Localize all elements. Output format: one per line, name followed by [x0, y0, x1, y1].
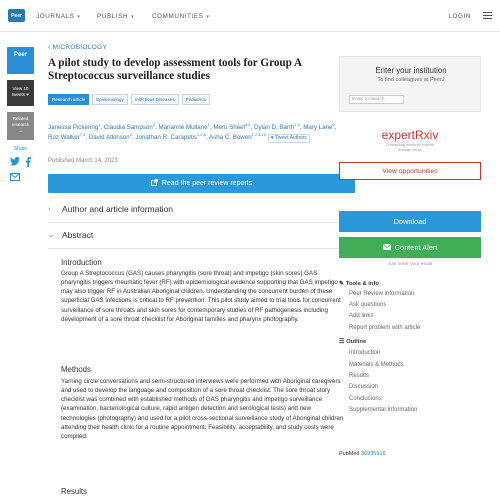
- pubmed-id-link[interactable]: 36935916: [361, 451, 386, 457]
- peer-review-info-link[interactable]: Peer Review information: [349, 291, 415, 297]
- institution-title: Enter your institution: [375, 66, 447, 75]
- outline-conclusions[interactable]: Conclusions: [349, 396, 382, 402]
- author-link[interactable]: Dylan D. Barth$^{1,5}$: [253, 121, 300, 131]
- author-link[interactable]: Claudia Sampson$^2$: [103, 121, 155, 131]
- author-link[interactable]: David Atkinson$^2$: [88, 131, 132, 141]
- divider: [48, 248, 355, 249]
- author-link[interactable]: Janessa Pickering$^1$: [48, 121, 101, 131]
- chevron-down-icon: ▾: [77, 13, 81, 20]
- external-link-icon: [151, 179, 158, 188]
- hamburger-menu-icon[interactable]: [483, 12, 492, 19]
- author-link[interactable]: Asha C. Bowen$^{1,2,8,10}$: [208, 131, 267, 141]
- author-info-toggle[interactable]: [48, 197, 355, 221]
- share-label: Share: [13, 146, 28, 152]
- abstract-toggle[interactable]: [48, 223, 355, 247]
- twitter-share-icon[interactable]: [10, 157, 20, 168]
- author-link[interactable]: Marianne Mullane$^1$: [158, 121, 210, 131]
- nav-publish-label: PUBLISH: [97, 13, 129, 20]
- content-alert-button[interactable]: [339, 237, 481, 258]
- wrench-icon: ✎: [339, 281, 344, 287]
- twitter-icon: ♥: [270, 135, 274, 141]
- content-alert-label: Content Alert: [394, 243, 438, 252]
- download-button[interactable]: Download: [339, 211, 481, 232]
- related-research-button[interactable]: [7, 112, 34, 140]
- introduction-heading: Introduction: [61, 258, 102, 267]
- ask-questions-link[interactable]: Ask questions: [349, 302, 387, 308]
- read-peer-review-button[interactable]: [48, 174, 355, 193]
- login-link[interactable]: LOGIN: [448, 13, 471, 20]
- introduction-text: Group A Streptococcus (GAS) causes pharyngitis (sore throat) and impetigo (skin sores) GAS pharyngitis triggers rheumatic fever (RF) with epidemiological evidence supporting that GAS impetigo may also trigger RF in Australian Aboriginal children. Understanding the concurrent burden of these superficial GAS infections is critical to RF prevention. This pilot study aimed to trial tools for concurrent surveillance of sore throats and skin sores for contemporary studies of RF pathogenesis including development of a sore throat checklist for Aboriginal families and pharynx photography.: [61, 270, 341, 323]
- peerj-logo-small[interactable]: Peer: [8, 9, 25, 22]
- author-info-label: Author and article information: [62, 204, 174, 214]
- nav-journals-label: JOURNALS: [36, 13, 75, 20]
- envelope-icon: [383, 243, 391, 252]
- article-title: A pilot study to develop assessment tools for Group A Streptococcus surveillance studies: [48, 57, 302, 82]
- peerj-logo[interactable]: Peer: [7, 47, 34, 74]
- abstract-label: Abstract: [62, 230, 94, 240]
- twitter-icon: ♥: [26, 92, 29, 97]
- outline-heading: ☰ Outline: [339, 339, 367, 345]
- chevron-down-icon: ⌄: [48, 232, 54, 239]
- list-icon: ☰: [339, 339, 345, 345]
- view-tweets-button[interactable]: [7, 80, 34, 106]
- chevron-down-icon: ▾: [131, 13, 135, 20]
- tag-epidemiology[interactable]: Epidemiology: [92, 94, 128, 105]
- nav-communities-label: COMMUNITIES: [152, 13, 204, 20]
- author-list: Janessa Pickering$^1$, Claudia Sampson$^2$, Marianne Mullane$^1$, Meru Sheel$^{3,4}$, Dylan D. Barth$^{1,5}$, Mary Lane$^6$, Roz Walker$^{7,4}$, David Atkinson$^2$, Jonathan R. Carapetis$^{1,2,6}$, Asha C. Bowen$^{1,2,8,10}$ ♥ Tweet Authors: [48, 121, 337, 141]
- research-label: research: [11, 122, 30, 127]
- alert-note: Just enter your email: [387, 262, 433, 267]
- expertrxiv-logo[interactable]: expertRxiv: [381, 128, 439, 142]
- chevron-down-icon: ▾: [206, 13, 210, 20]
- subject-tags: [48, 94, 210, 105]
- author-link[interactable]: Mary Lane$^6$: [303, 121, 335, 131]
- published-date: Published March 14, 2023: [48, 158, 118, 164]
- expertrxiv-tagline: Connecting research experts through ideas: [385, 143, 435, 152]
- tools-heading: ✎ Tools & info: [339, 281, 379, 287]
- report-problem-link[interactable]: Report problem with article: [349, 325, 421, 331]
- institution-box: [339, 56, 481, 112]
- facebook-share-icon[interactable]: [25, 157, 31, 169]
- related-label: Related: [12, 116, 29, 121]
- methods-heading: Methods: [61, 365, 91, 374]
- tweet-authors-button[interactable]: ♥ Tweet Authors: [268, 134, 310, 143]
- outline-results[interactable]: Results: [349, 373, 370, 379]
- tag-pediatrics[interactable]: Pediatrics: [182, 94, 210, 105]
- add-links-link[interactable]: Add links: [349, 313, 374, 319]
- read-peer-review-label: Read the peer review reports: [161, 180, 253, 187]
- nav-communities[interactable]: [152, 13, 210, 20]
- outline-materials-methods[interactable]: Materials & Methods: [349, 362, 404, 368]
- chevron-right-icon: ›: [48, 205, 51, 213]
- nav-journals[interactable]: [36, 13, 81, 20]
- tweets-label: tweets ♥: [12, 92, 29, 97]
- author-link[interactable]: Jonathan R. Carapetis$^{1,2,6}$: [135, 131, 206, 141]
- tweets-count-label: View 10: [12, 86, 29, 91]
- pubmed-reference: [339, 451, 386, 457]
- institution-subtitle: To find colleagues at PeerJ: [377, 77, 445, 83]
- outline-discussion[interactable]: Discussion: [349, 384, 379, 390]
- outline-introduction[interactable]: Introduction: [349, 350, 381, 356]
- nav-publish[interactable]: [97, 13, 134, 20]
- methods-text: Yarning circle conversations and semi-structured interviews were performed with Aboriginal caregivers and used to develop the language and composition of a sore throat checklist. The sore throat story checklist was combined with established methods of GAS pharyngitis and impetigo surveillance (examination, bacteriological culture, rapid antigen detection and serological tests) and new technologies (photography) and used for a pilot cross-sectional surveillance study of Aboriginal children attending their health clinic for a routine appointment. Feasibility, acceptability, and study costs were compiled.: [61, 378, 344, 440]
- tag-infectious-diseases[interactable]: Infectious Diseases: [131, 94, 179, 105]
- top-navigation: [0, 0, 500, 32]
- pubmed-label: PubMed: [339, 451, 360, 457]
- results-heading: Results: [61, 487, 87, 496]
- email-share-icon[interactable]: [10, 173, 20, 183]
- view-opportunities-button[interactable]: View opportunities: [339, 162, 481, 180]
- author-link[interactable]: Meru Sheel$^{3,4}$: [213, 121, 251, 131]
- arrow-right-icon: →: [18, 128, 23, 133]
- tag-research-article[interactable]: Research article: [48, 94, 89, 105]
- author-link[interactable]: Roz Walker$^{7,4}$: [48, 131, 86, 141]
- institution-search-input[interactable]: Enter to search: [349, 95, 404, 104]
- breadcrumb-microbiology[interactable]: ‹ MICROBIOLOGY: [48, 44, 108, 51]
- outline-supplemental[interactable]: Supplemental Information: [349, 407, 418, 413]
